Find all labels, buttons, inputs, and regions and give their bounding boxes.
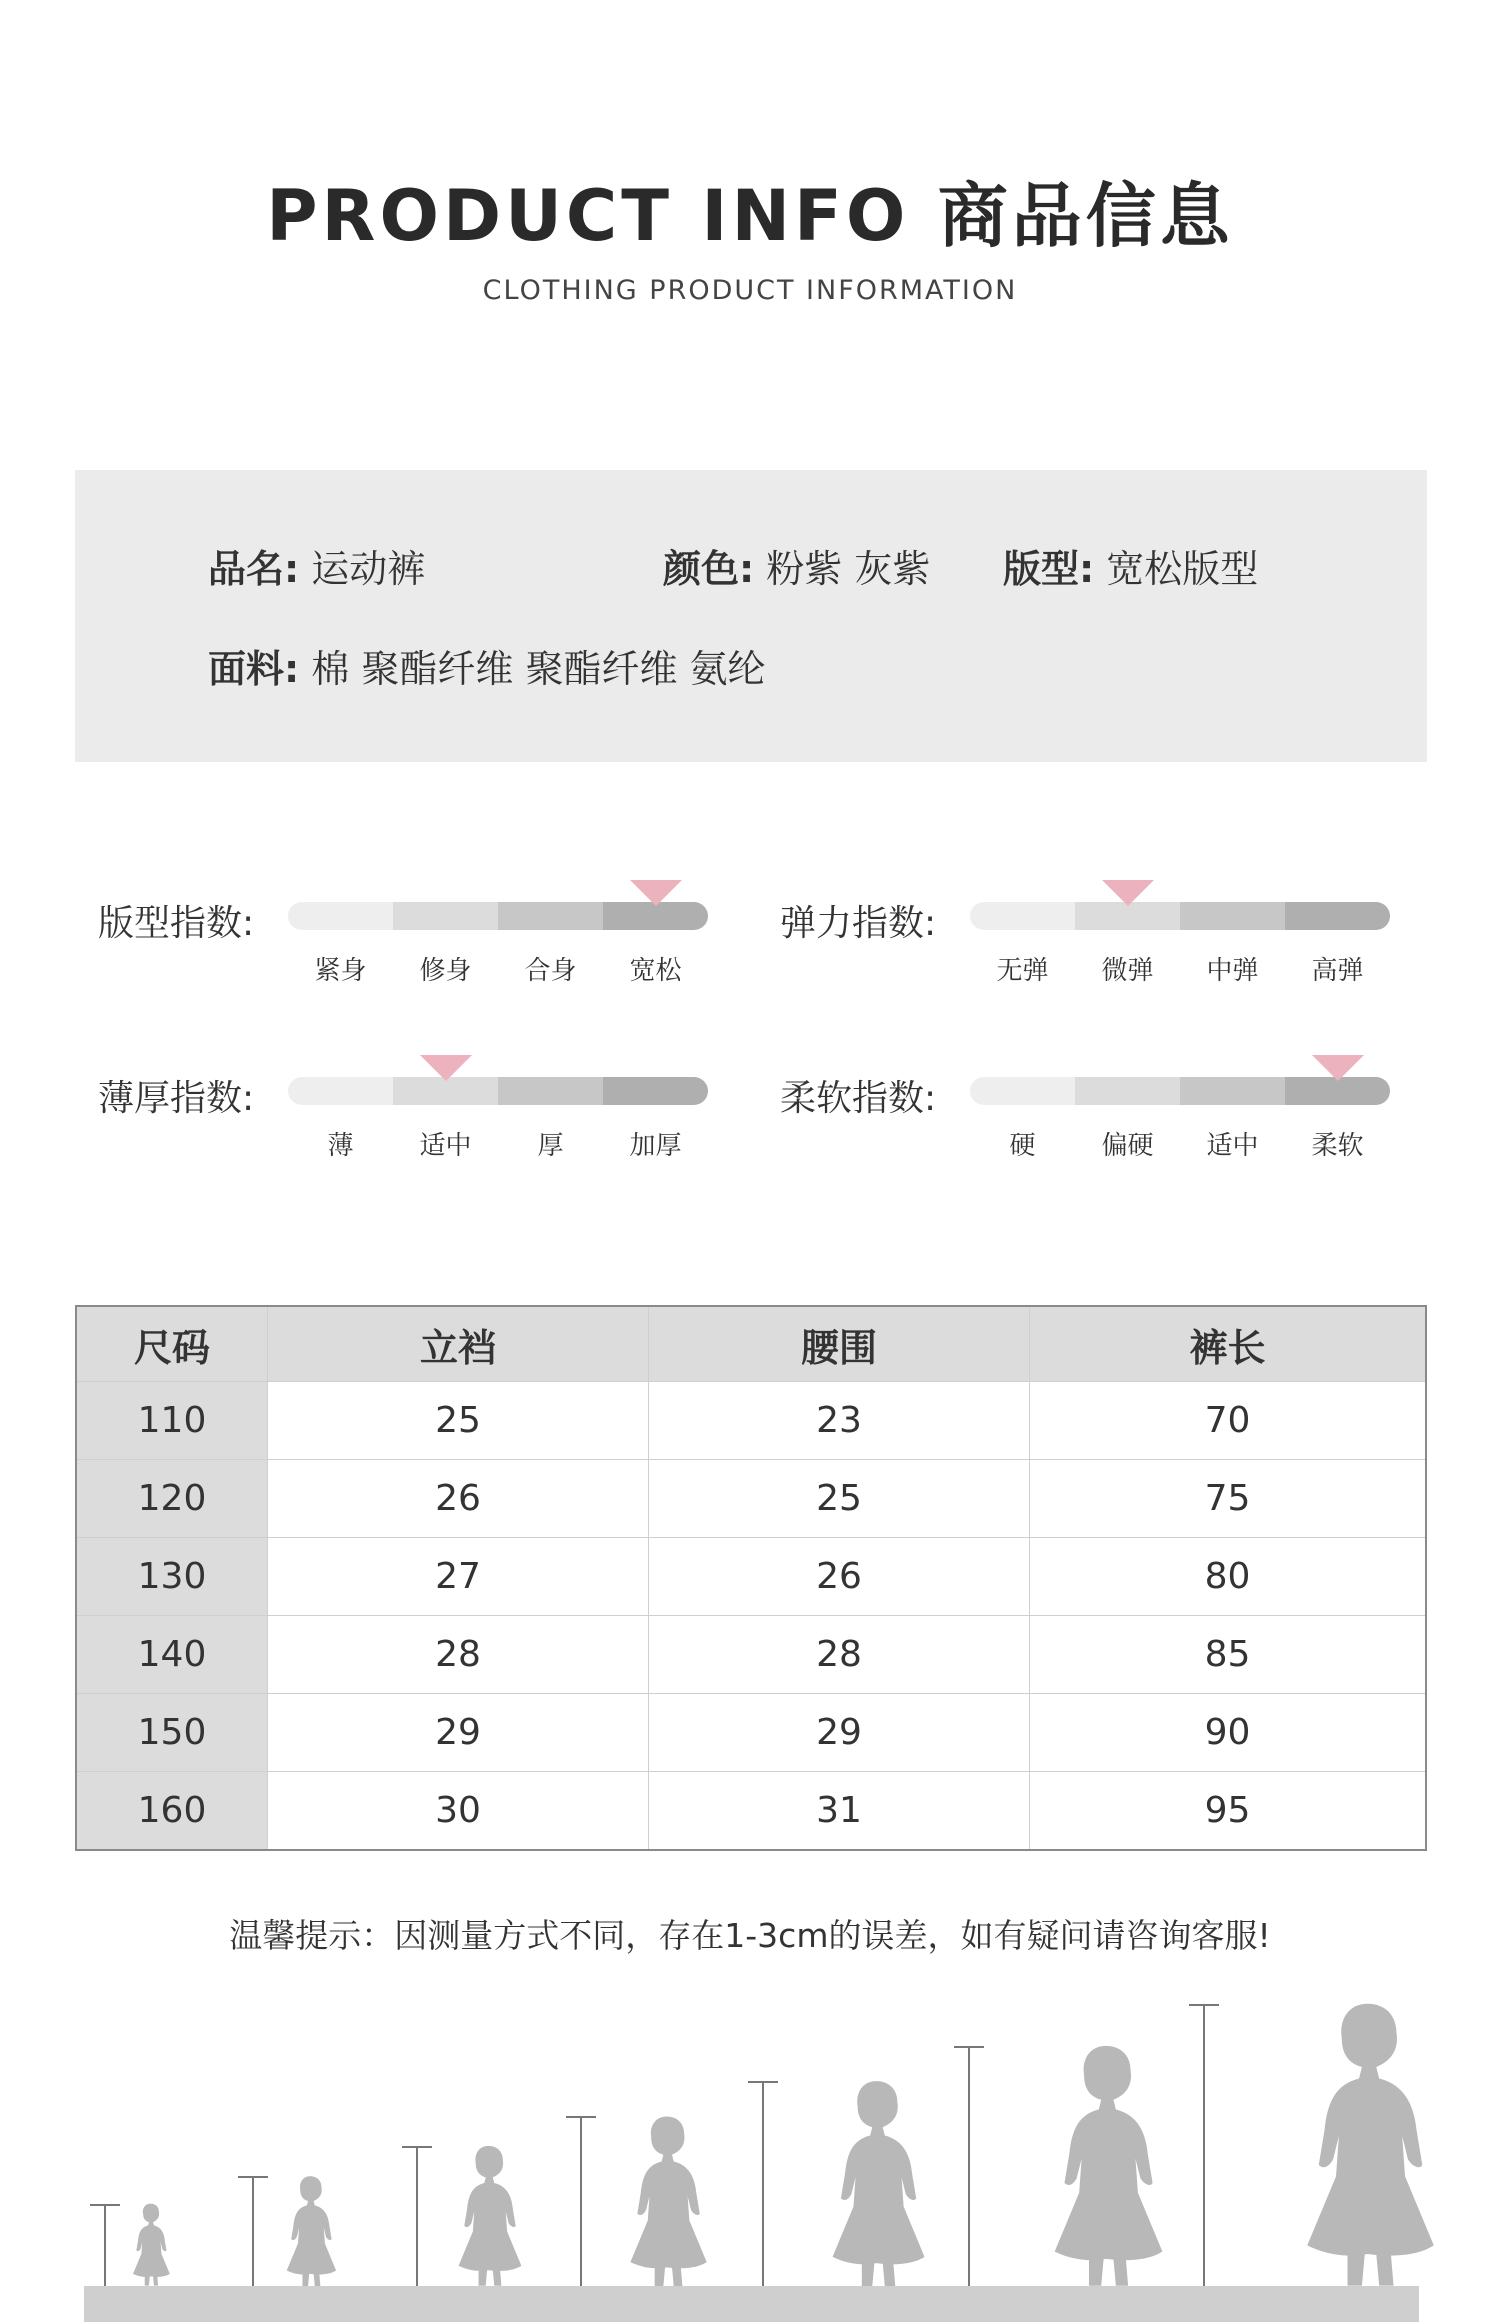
index-bar-segment: [393, 902, 498, 930]
index-bar: [970, 1077, 1390, 1105]
size-table-header-row: [76, 1306, 1426, 1382]
height-pole: [762, 2081, 764, 2286]
header-size: 尺码: [76, 1306, 268, 1382]
height-pole-cap: [1189, 2004, 1219, 2006]
table-cell: 80: [1030, 1538, 1427, 1616]
index-marker-icon: [1102, 880, 1154, 906]
table-cell: 70: [1030, 1382, 1427, 1460]
table-cell: 95: [1030, 1772, 1427, 1851]
page-title: PRODUCT INFO 商品信息: [266, 175, 1234, 257]
table-cell: 150: [76, 1694, 268, 1772]
index-tick-label: 修身: [419, 956, 472, 986]
table-cell: 23: [649, 1382, 1030, 1460]
index-bar-segment: [1180, 1077, 1285, 1105]
index-bar: [288, 902, 708, 930]
index-tick-label: 适中: [1206, 1131, 1259, 1161]
table-cell: 28: [268, 1616, 649, 1694]
height-pole-cap: [748, 2081, 778, 2083]
index-bar-segment: [288, 902, 393, 930]
index-tick-label: 薄: [327, 1131, 354, 1161]
table-cell: 29: [268, 1694, 649, 1772]
index-bar-segment: [603, 1077, 708, 1105]
height-pole-cap: [566, 2116, 596, 2118]
product-name-value: 运动裤: [311, 547, 426, 591]
size-table: [75, 1305, 1427, 1851]
child-silhouette-icon: [280, 2174, 342, 2286]
table-cell: 120: [76, 1460, 268, 1538]
table-row: [76, 1538, 1426, 1616]
index-label: 弹力指数:: [780, 903, 937, 944]
table-cell: 27: [268, 1538, 649, 1616]
product-fabric-value: 棉 聚酯纤维 聚酯纤维 氨纶: [311, 647, 766, 691]
index-tick-label: 紧身: [314, 956, 367, 986]
product-fabric-label: 面料:: [208, 647, 300, 691]
index-bar-segment: [970, 1077, 1075, 1105]
height-pole-cap: [402, 2146, 432, 2148]
table-row: [76, 1616, 1426, 1694]
product-fit-label: 版型:: [1003, 547, 1095, 591]
index-bar-segment: [1075, 902, 1180, 930]
product-color-label: 颜色:: [663, 547, 755, 591]
height-chart-ground: [84, 2286, 1419, 2322]
table-row: [76, 1382, 1426, 1460]
index-label: 柔软指数:: [780, 1078, 937, 1119]
height-pole-cap: [238, 2176, 268, 2178]
table-row: [76, 1694, 1426, 1772]
index-tick-label: 无弹: [996, 956, 1049, 986]
index-bar-segment: [393, 1077, 498, 1105]
height-pole: [104, 2204, 106, 2286]
index-tick-label: 宽松: [629, 956, 682, 986]
index-bar-segment: [970, 902, 1075, 930]
index-tick-label: 中弹: [1206, 956, 1259, 986]
index-label: 版型指数:: [98, 903, 255, 944]
product-fit-field: [1003, 538, 1258, 593]
index-marker-icon: [1312, 1055, 1364, 1081]
height-pole: [416, 2146, 418, 2286]
table-cell: 90: [1030, 1694, 1427, 1772]
height-pole-cap: [90, 2204, 120, 2206]
index-tick-label: 硬: [1009, 1131, 1036, 1161]
index-bar-segment: [498, 902, 603, 930]
height-pole: [252, 2176, 254, 2286]
header-waist: 腰围: [649, 1306, 1030, 1382]
child-silhouette-icon: [820, 2077, 935, 2286]
child-silhouette-icon: [620, 2113, 715, 2286]
product-info-box: [75, 470, 1427, 762]
table-cell: 110: [76, 1382, 268, 1460]
index-tick-label: 适中: [419, 1131, 472, 1161]
table-cell: 29: [649, 1694, 1030, 1772]
child-silhouette-icon: [1040, 2041, 1175, 2286]
child-silhouette-icon: [450, 2143, 529, 2286]
product-name-label: 品名:: [208, 547, 300, 591]
index-tick-label: 高弹: [1311, 956, 1364, 986]
table-cell: 31: [649, 1772, 1030, 1851]
product-name-field: [208, 538, 425, 593]
index-tick-label: 偏硬: [1101, 1131, 1154, 1161]
table-cell: 28: [649, 1616, 1030, 1694]
product-color-field: [663, 538, 930, 593]
table-cell: 25: [268, 1382, 649, 1460]
table-cell: 85: [1030, 1616, 1427, 1694]
table-cell: 130: [76, 1538, 268, 1616]
child-silhouette-icon: [128, 2202, 174, 2286]
height-pole: [580, 2116, 582, 2286]
index-label: 薄厚指数:: [98, 1078, 255, 1119]
index-tick-label: 加厚: [629, 1131, 682, 1161]
index-bar: [970, 902, 1390, 930]
table-cell: 26: [268, 1460, 649, 1538]
index-bar-segment: [1180, 902, 1285, 930]
height-pole: [1203, 2004, 1205, 2286]
table-cell: 140: [76, 1616, 268, 1694]
index-tick-label: 柔软: [1311, 1131, 1364, 1161]
product-color-value: 粉紫 灰紫: [766, 547, 931, 591]
table-cell: 160: [76, 1772, 268, 1851]
index-bar-segment: [603, 902, 708, 930]
table-row: [76, 1460, 1426, 1538]
product-fit-value: 宽松版型: [1106, 547, 1259, 591]
index-tick-label: 厚: [537, 1131, 564, 1161]
height-pole-cap: [954, 2046, 984, 2048]
index-bar-segment: [1285, 902, 1390, 930]
page-subtitle: CLOTHING PRODUCT INFORMATION: [482, 275, 1018, 306]
table-cell: 25: [649, 1460, 1030, 1538]
table-cell: 75: [1030, 1460, 1427, 1538]
table-cell: 26: [649, 1538, 1030, 1616]
index-marker-icon: [420, 1055, 472, 1081]
index-bar-segment: [498, 1077, 603, 1105]
index-bar-segment: [1285, 1077, 1390, 1105]
measurement-tip: 温馨提示：因测量方式不同，存在1-3cm的误差，如有疑问请咨询客服!: [229, 1916, 1271, 1955]
index-bar-segment: [1075, 1077, 1180, 1105]
header-rise: 立裆: [268, 1306, 649, 1382]
index-marker-icon: [630, 880, 682, 906]
table-row: [76, 1772, 1426, 1851]
child-silhouette-icon: [1290, 1998, 1448, 2286]
index-tick-label: 合身: [524, 956, 577, 986]
product-fabric-field: [208, 638, 766, 693]
index-bar: [288, 1077, 708, 1105]
index-bar-segment: [288, 1077, 393, 1105]
height-pole: [968, 2046, 970, 2286]
table-cell: 30: [268, 1772, 649, 1851]
index-tick-label: 微弹: [1101, 956, 1154, 986]
header-length: 裤长: [1030, 1306, 1427, 1382]
